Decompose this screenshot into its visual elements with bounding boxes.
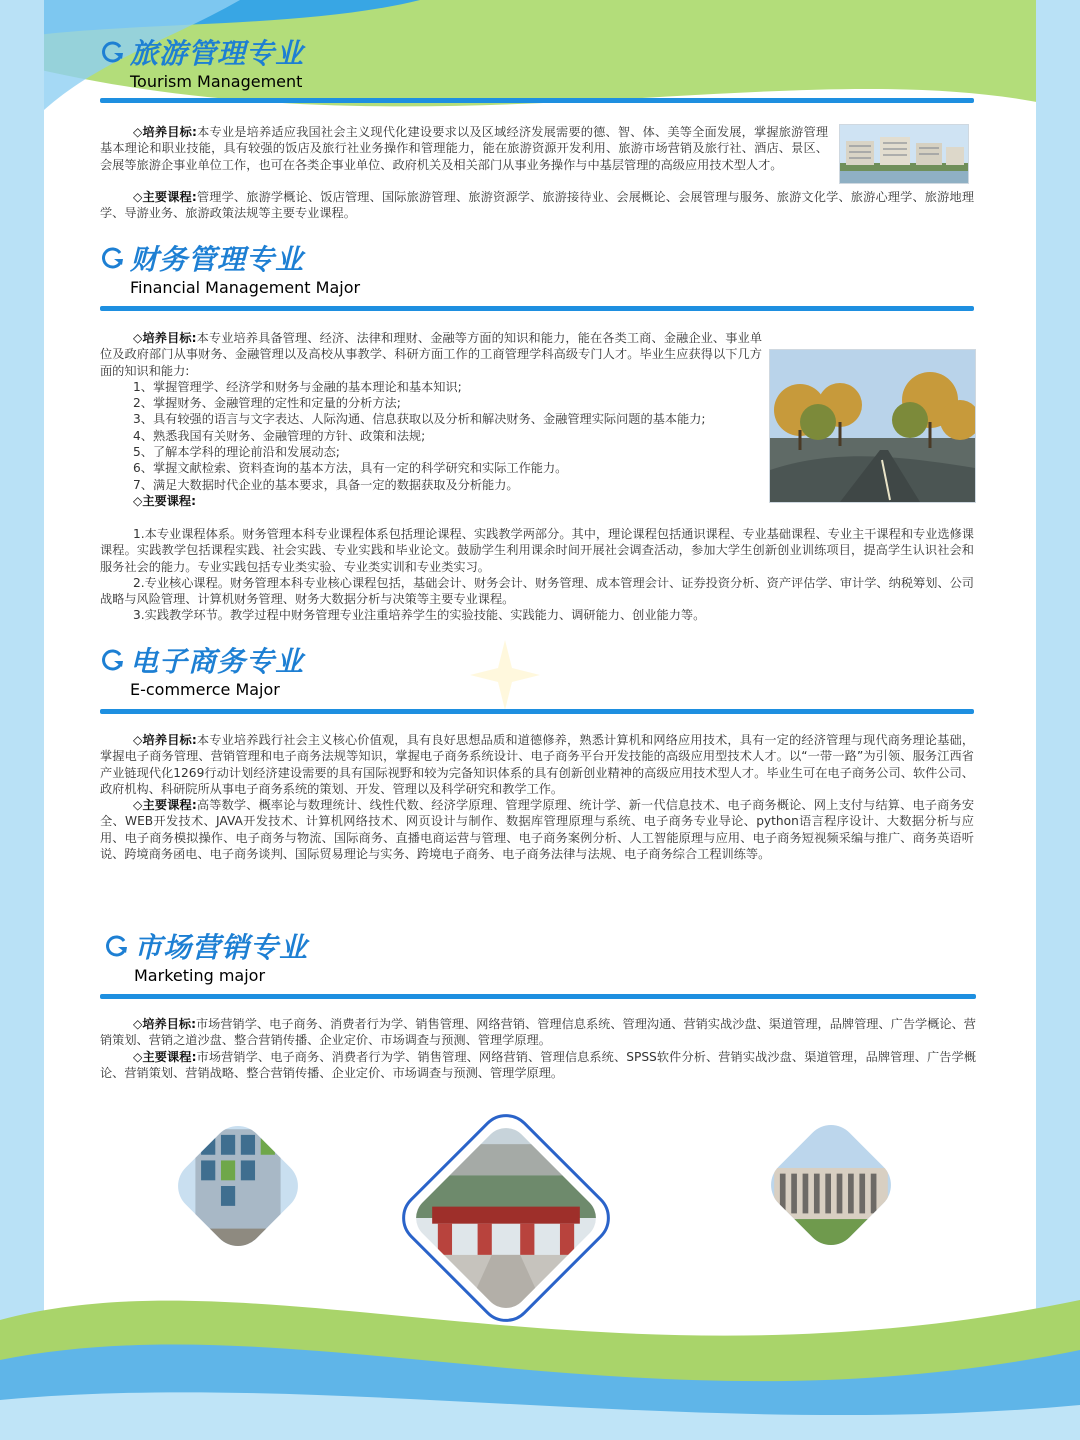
section-title-zh: 旅游管理专业: [130, 37, 305, 70]
ability-item: 5、了解本学科的理论前沿和发展动态;: [133, 445, 340, 460]
ability-item: 1、掌握管理学、经济学和财务与金融的基本理论和基本知识;: [133, 379, 462, 394]
goal-text: 本专业是培养适应我国社会主义现代化建设要求以及区域经济发展需要的德、智、体、美等全面发展，掌握旅游管理基本理论和职业技能，具有较强的饭店及旅行社业务操作和管理能力，能在旅游资源开发利用、旅游市场营销及旅行社、酒店、景区、会展等旅游企事业单位工作，也可在各类企事业单位、政府机关及相关部门从事业务操作与中基层管理的高级应用技术型人才。: [100, 125, 829, 172]
campus-building-diamond-photo-right: [762, 1116, 900, 1254]
campus-gate-diamond-photo-center: [392, 1104, 620, 1332]
ability-item: 2、掌握财务、金融管理的定性和定量的分析方法;: [133, 396, 401, 411]
goal-label: ◇培养目标:: [133, 125, 197, 139]
section-title-row: [100, 640, 304, 680]
courses-label: ◇主要课程:: [133, 798, 197, 813]
diamond-photo-image: [167, 1115, 308, 1256]
diamond-photo-image: [760, 1114, 901, 1255]
goal-text: 本专业培养具备管理、经济、法律和理财、金融等方面的知识和能力，能在各类工商、金融企业、事业单位及政府部门从事财务、金融管理以及高校从事教学、科研方面工作的工商管理学科高级专门人才。毕业生应获得以下几方面的知识和能力:: [100, 331, 763, 378]
section-header-marketing: [104, 926, 308, 985]
section-title-en: Tourism Management: [130, 72, 303, 91]
section-title-zh: 市场营销专业: [134, 931, 309, 964]
marketing-paragraphs: [100, 1016, 976, 1081]
section-header-ecommerce: [100, 640, 304, 699]
courses-text: 管理学、旅游学概论、饭店管理、国际旅游管理、旅游资源学、旅游接待业、会展概论、会展管理与服务、旅游文化学、旅游心理学、旅游地理学、导游业务、旅游政策法规等主要专业课程。: [100, 190, 974, 221]
section-header-tourism: [100, 32, 304, 91]
section-divider: [100, 994, 976, 999]
section-title-en: Marketing major: [134, 966, 266, 985]
courses-text: 市场营销学、电子商务、消费者行为学、销售管理、网络营销、管理信息系统、SPSS软件分析、营销实战沙盘、渠道管理，品牌管理、广告学概论、营销策划、营销战略、整合营销传播、企业定价、市场调查与预测、管理学原理。: [100, 1049, 976, 1080]
section-divider: [100, 709, 974, 714]
tourism-courses-paragraph: [100, 189, 974, 222]
section-title-row: [100, 32, 304, 72]
tourism-goal-paragraph: [100, 124, 828, 173]
refresh-circle-icon: [100, 647, 126, 673]
finance-goal-paragraph: [100, 330, 762, 509]
diamond-photo-frame: [167, 1115, 308, 1256]
refresh-circle-icon: [100, 245, 126, 271]
section-title-zh: 财务管理专业: [130, 243, 305, 276]
campus-road-photo: [769, 349, 976, 503]
courses-label: ◇主要课程:: [133, 493, 196, 508]
campus-building-diamond-photo-left: [170, 1118, 306, 1254]
section-header-finance: [100, 238, 360, 297]
section-divider: [100, 306, 974, 311]
refresh-circle-icon: [100, 39, 126, 65]
goal-label: ◇培养目标:: [133, 733, 197, 747]
ability-item: 3、具有较强的语言与文字表达、人际沟通、信息获取以及分析和解决财务、金融管理实际问题的基本能力;: [133, 412, 706, 427]
course-item: 1.本专业课程体系。财务管理本科专业课程体系包括理论课程、实践教学两部分。其中，理论课程包括通识课程、专业基础课程、专业主干课程和专业选修课课程。实践教学包括课程实践、社会实践、专业实践和毕业论文。鼓励学生利用课余时间开展社会调查活动，参加大学生创新创业训练项目，提高学生认识社会和服务社会的能力。专业实践包括专业类实验、专业类实训和专业类实习。: [100, 527, 974, 574]
ecommerce-paragraphs: [100, 732, 974, 862]
ability-item: 7、满足大数据时代企业的基本要求，具备一定的数据获取及分析能力。: [133, 477, 519, 492]
section-title-row: [104, 926, 308, 966]
course-item: 3.实践教学环节。教学过程中财务管理专业注重培养学生的实验技能、实践能力、调研能力、创业能力等。: [133, 608, 706, 623]
goal-label: ◇培养目标:: [133, 331, 197, 345]
ability-item: 4、熟悉我国有关财务、金融管理的方针、政策和法规;: [133, 428, 426, 443]
campus-buildings-photo: [839, 124, 969, 184]
section-title-en: Financial Management Major: [130, 278, 361, 297]
goal-label: ◇培养目标:: [133, 1017, 196, 1031]
section-title-en: E-commerce Major: [130, 680, 280, 699]
diamond-photo-frame: [760, 1114, 901, 1255]
ability-item: 6、掌握文献检索、资料查询的基本方法，具有一定的科学研究和实际工作能力。: [133, 461, 568, 476]
section-title-row: [100, 238, 360, 278]
refresh-circle-icon: [104, 933, 130, 959]
section-title-zh: 电子商务专业: [130, 645, 305, 678]
finance-courses-paragraph: [100, 526, 974, 624]
course-item: 2.专业核心课程。财务管理本科专业核心课程包括，基础会计、财务会计、财务管理、成本管理会计、证券投资分析、资产评估学、审计学、纳税筹划、公司战略与风险管理、计算机财务管理、财务大数据分析与决策等主要专业课程。: [100, 575, 974, 607]
goal-text: 市场营销学、电子商务、消费者行为学、销售管理、网络营销、管理信息系统、管理沟通、营销实战沙盘、渠道管理，品牌管理、广告学概论、营销策划、营销之道沙盘、整合营销传播、企业定价、市场调查与预测、管理学原理。: [100, 1017, 976, 1048]
courses-label: ◇主要课程:: [133, 190, 197, 204]
goal-text: 本专业培养践行社会主义核心价值观，具有良好思想品质和道德修养，熟悉计算机和网络应用技术，具有一定的经济管理与现代商务理论基础，掌握电子商务管理、营销管理和电子商务法规等知识，掌握电子商务系统设计、电子商务平台开发技能的高级应用型技术人才。以“一带一路”为引领、服务江西省产业链现代化1269行动计划经济建设需要的具有国际视野和较为完备知识体系的具有创新创业精神的高级应用技术型人才。毕业生可在电子商务公司、软件公司、政府机构、科研院所从事电子商务系统的策划、开发、管理以及科学研究和教学工作。: [100, 733, 974, 796]
courses-label: ◇主要课程:: [133, 1049, 197, 1064]
courses-text: 高等数学、概率论与数理统计、线性代数、经济学原理、管理学原理、统计学、新一代信息技术、电子商务概论、网上支付与结算、电子商务安全、WEB开发技术、JAVA开发技术、计算机网络技术、网页设计与制作、数据库管理原理与系统、电子商务专业导论、python语言程序设计、大数据分析与应用、电子商务模拟操作、电子商务与物流、国际商务、直播电商运营与管理、电子商务案例分析、人工智能原理与应用、电子商务短视频采编与推广、商务英语听说、跨境商务函电、电子商务谈判、国际贸易理论与实务、跨境电子商务、电子商务法律与法规、电子商务综合工程训练等。: [100, 798, 974, 862]
section-divider: [100, 98, 974, 103]
